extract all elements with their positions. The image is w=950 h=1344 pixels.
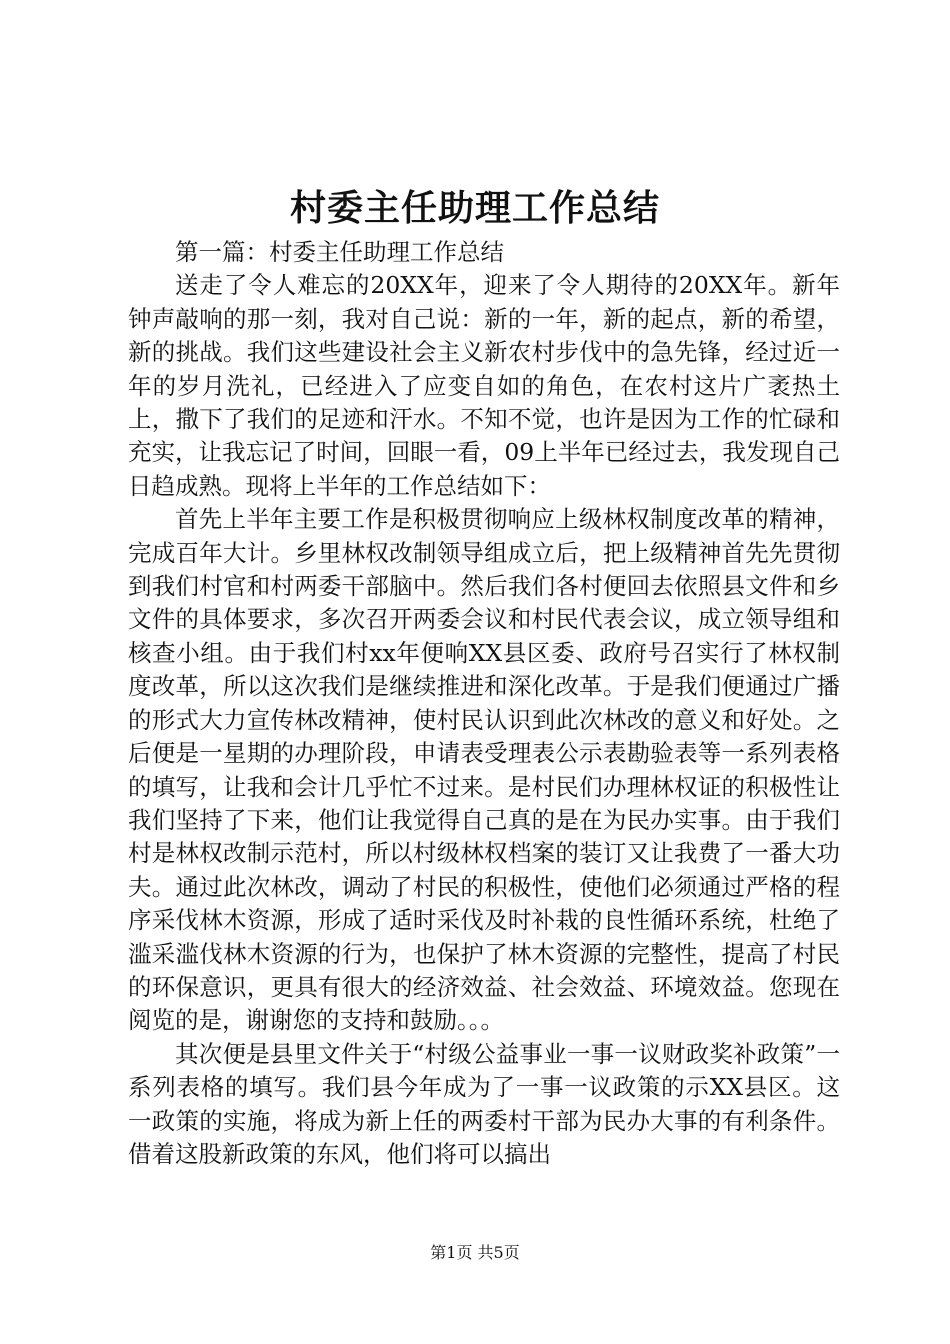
- page-number: 第1页 共5页: [430, 1243, 520, 1262]
- paragraph: 其次便是县里文件关于“村级公益事业一事一议财政奖补政策”一系列表格的填写。我们县今年成为了一事一议政策的示XX县区。这一政策的实施，将成为新上任的两委村干部为民办大事的有利条件。借着这股新政策的东风，他们将可以搞出: [128, 1039, 840, 1168]
- section-heading: 第一篇：村委主任助理工作总结: [175, 238, 504, 266]
- document-body: [128, 236, 840, 1171]
- paragraph: 送走了令人难忘的20XX年，迎来了令人期待的20XX年。新年钟声敲响的那一刻，我对自己说：新的一年，新的起点，新的希望，新的挑战。我们这些建设社会主义新农村步伐中的急先锋，经过近一年的岁月洗礼，已经进入了应变自如的角色，在农村这片广袤热土上，撒下了我们的足迹和汗水。不知不觉，也许是因为工作的忙碌和充实，让我忘记了时间，回眼一看，09上半年已经过去，我发现自己日趋成熟。现将上半年的工作总结如下：: [128, 271, 840, 500]
- document-title: 村委主任助理工作总结: [289, 187, 660, 229]
- paragraph: 首先上半年主要工作是积极贯彻响应上级林权制度改革的精神，完成百年大计。乡里林权改制领导组成立后，把上级精神首先先贯彻到我们村官和村两委干部脑中。然后我们各村便回去依照县文件和乡文件的具体要求，多次召开两委会议和村民代表会议，成立领导组和核查小组。由于我们村xx年便响XX县区委、政府号召实行了林权制度改革，所以这次我们是继续推进和深化改革。于是我们便通过广播的形式大力宣传林改精神，使村民认识到此次林改的意义和好处。之后便是一星期的办理阶段，申请表受理表公示表勘验表等一系列表格的填写，让我和会计几乎忙不过来。是村民们办理林权证的积极性让我们坚持了下来，他们让我觉得自己真的是在为民办实事。由于我们村是林权改制示范村，所以村级林权档案的装订又让我费了一番大功夫。通过此次林改，调动了村民的积极性，使他们必须通过严格的程序采伐林木资源，形成了适时采伐及时补栽的良性循环系统，杜绝了滥采滥伐林木资源的行为，也保护了林木资源的完整性，提高了村民的环保意识，更具有很大的经济效益、社会效益、环境效益。您现在阅览的是，谢谢您的支持和鼓励。。。: [128, 505, 840, 1035]
